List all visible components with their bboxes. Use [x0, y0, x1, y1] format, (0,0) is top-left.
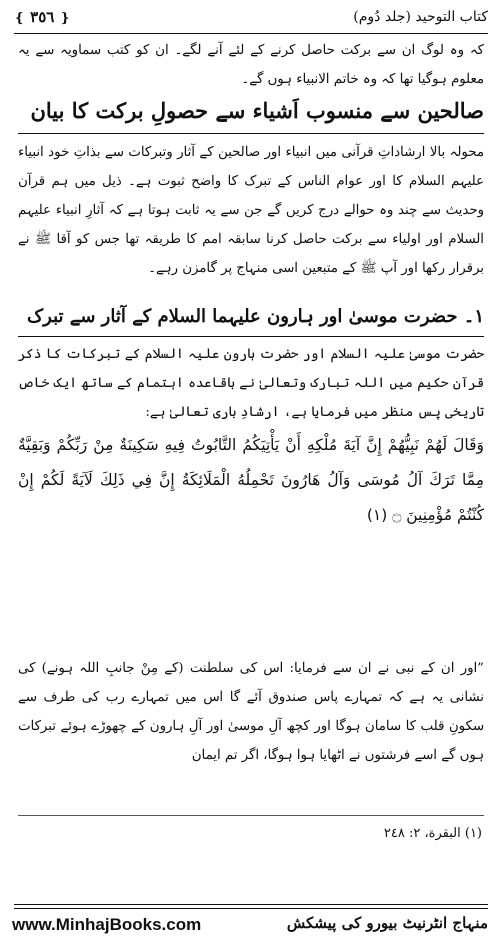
intro-paragraph: کہ وہ لوگ ان سے برکت حاصل کرنے کے لئے آنے لگے۔ ان کو کتب سماویہ سے یہ معلوم ہوگیا تھا کہ وہ خاتم الانبیاء ہوں گے۔	[18, 43, 484, 87]
translation-paragraph: ”اور ان کے نبی نے ان سے فرمایا: اس کی سلطنت (کے مِنْ جانبِ اللہ ہونے) کی نشانی یہ ہے کہ تمہارے پاس صندوق آئے گا اس میں تمہارے رب کی طرف سے سکونِ قلب کا سامان ہوگا اور کچھ آلِ موسیٰ اور آلِ ہارون کے چھوڑے ہوئے تبرکات ہوں گے اسے فرشتوں نے اٹھایا ہوا ہوگا، اگر تم ایمان	[18, 661, 484, 763]
subsection-heading-underline	[18, 336, 484, 337]
page-header	[14, 4, 488, 30]
subsection-body-paragraph: حضرت موسیٰ علیہ السلام اور حضرت ہارون علیہ السلام کے تبرکات کا ذکر قرآن حکیم میں اللہ تبارک وتعالیٰ نے باقاعدہ اہتمام کے ساتھ ایک خاص تاریخی پس منظر میں فرمایا ہے، ارشادِ باری تعالیٰ ہے:	[18, 347, 484, 420]
footer-rule	[14, 904, 488, 905]
quran-verse: وَقَالَ لَهُمْ نَبِيُّهُمْ إِنَّ آيَةَ مُلْكِهِ أَنْ يَأْتِيَكُمُ التَّابُوتُ فِيهِ سَكِينَةٌ مِنْ رَبِّكُمْ وَبَقِيَّةٌ مِمَّا تَرَكَ آلُ مُوسَى وَآلُ هَارُونَ تَحْمِلُهُ الْمَلَائِكَةُ إِنَّ فِي ذَلِكَ لَآيَةً لَكُمْ إِنْ كُنْتُمْ مُؤْمِنِينَ ۝ (١)	[18, 436, 484, 524]
publisher-credit: منہاج انٹرنیٹ بیورو کی پیشکش	[286, 914, 488, 932]
footer-rule-secondary	[14, 908, 488, 909]
ornament-left-icon: ❴	[14, 11, 25, 26]
page-number: ❴ ٣٥٦ ❵	[14, 8, 71, 26]
section-heading-underline	[18, 133, 484, 134]
section-heading: صالحین سے منسوب اَشیاء سے حصولِ برکت کا بیان	[30, 98, 484, 123]
book-title: کتاب التوحید (جلد دُوم)	[353, 9, 488, 25]
header-rule	[14, 33, 488, 34]
subsection-heading: ۱۔ حضرت موسیٰ اور ہارون علیہما السلام کے آثار سے تبرک	[27, 306, 484, 327]
ornament-right-icon: ❵	[59, 11, 71, 26]
footnote: (١) البقرة، ٢: ٢٤٨	[383, 826, 482, 841]
page-footer	[0, 898, 502, 950]
website-link[interactable]: www.MinhajBooks.com	[12, 915, 202, 934]
footnote-separator	[18, 815, 484, 816]
section-body-paragraph: محولہ بالا ارشاداتِ قرآنی میں انبیاء اور صالحین کے آثار وتبرکات سے بذاتِ خود انبیاء علیہم السلام کا اور عوام الناس کے تبرک کا واضح ثبوت ہے۔ ذیل میں ہم قرآن وحدیث سے چند وہ حوالے درج کریں گے جن سے یہ ثابت ہوتا ہے کہ آثارِ انبیاء علیہم السلام اور اولیاء سے برکت حاصل کرنا سابقہ امم کا طریقہ تھا جس کو آقا ﷺ نے برقرار رکھا اور آپ ﷺ کے متبعین اسی منہاج پر گامزن رہے۔	[18, 145, 484, 276]
